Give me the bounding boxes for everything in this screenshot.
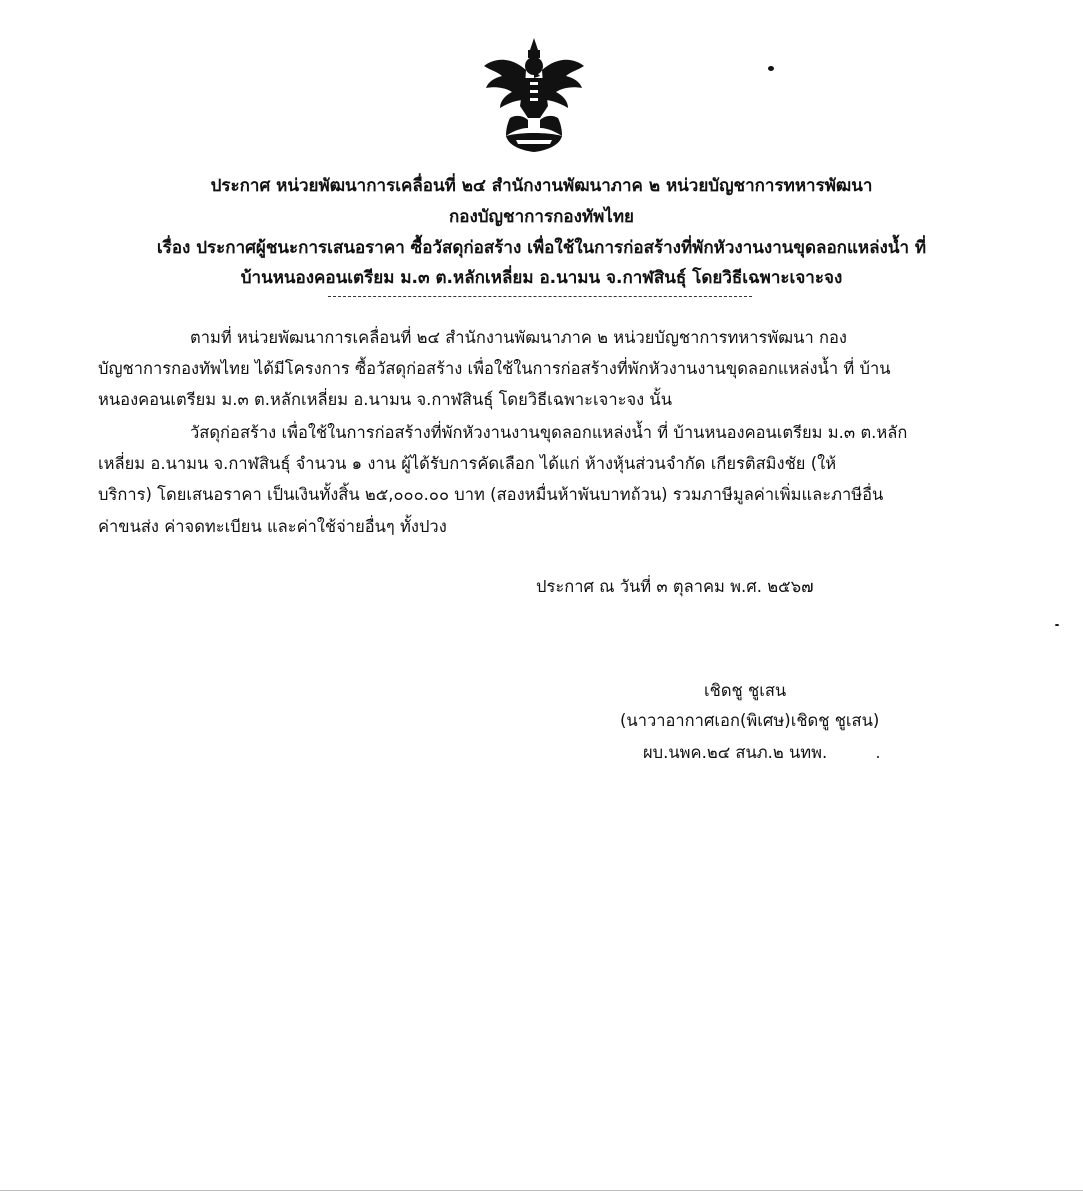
title-line-1: ประกาศ หน่วยพัฒนาการเคลื่อนที่ ๒๔ สำนักงานพัฒนาภาค ๒ หน่วยบัญชาการทหารพัฒนา — [210, 176, 873, 196]
signature-name: เชิดชู ชูเสน — [704, 681, 787, 700]
paragraph-2-line-4: ค่าขนส่ง ค่าจดทะเบียน และค่าใช้จ่ายอื่นๆ ทั้งปวง — [98, 517, 447, 536]
announcement-date: ประกาศ ณ วันที่ ๓ ตุลาคม พ.ศ. ๒๕๖๗ — [536, 577, 814, 596]
scan-speck — [1055, 624, 1059, 626]
dashed-divider — [328, 296, 752, 297]
paragraph-1-line-3: หนองคอนเตรียม ม.๓ ต.หลักเหลี่ยม อ.นามน จ.กาฬสินธุ์ โดยวิธีเฉพาะเจาะจง นั้น — [98, 390, 672, 409]
paragraph-2-line-3: บริการ) โดยเสนอราคา เป็นเงินทั้งสิ้น ๒๕,๐๐๐.๐๐ บาท (สองหมื่นห้าพันบาทถ้วน) รวมภาษีมูลค่าเพิ่มและภาษีอื่น — [98, 485, 884, 504]
scan-speck — [768, 66, 774, 71]
garuda-emblem-icon — [480, 36, 588, 156]
scan-speck — [877, 756, 879, 758]
subject-line-1: เรื่อง ประกาศผู้ชนะการเสนอราคา ซื้อวัสดุก่อสร้าง เพื่อใช้ในการก่อสร้างที่พักหัวงานงานขุดลอกแหล่งน้ำ ที่ — [156, 238, 927, 258]
signatory-position: ผบ.นพค.๒๔ สนภ.๒ นทพ. — [643, 743, 828, 762]
signatory-full-name: (นาวาอากาศเอก(พิเศษ)เชิดชู ชูเสน) — [620, 711, 880, 730]
paragraph-1-line-2: บัญชาการกองทัพไทย ได้มีโครงการ ซื้อวัสดุก่อสร้าง เพื่อใช้ในการก่อสร้างที่พักหัวงานงานขุดลอกแหล่งน้ำ ที่ บ้าน — [98, 359, 891, 378]
subject-line-2: บ้านหนองคอนเตรียม ม.๓ ต.หลักเหลี่ยม อ.นามน จ.กาฬสินธุ์ โดยวิธีเฉพาะเจาะจง — [240, 268, 843, 288]
scan-edge-line — [0, 1190, 1083, 1191]
title-line-2: กองบัญชาการกองทัพไทย — [448, 207, 635, 227]
paragraph-2-line-1: วัสดุก่อสร้าง เพื่อใช้ในการก่อสร้างที่พักหัวงานงานขุดลอกแหล่งน้ำ ที่ บ้านหนองคอนเตรียม ม.๓ ต.หลัก — [190, 423, 908, 442]
paragraph-1-line-1: ตามที่ หน่วยพัฒนาการเคลื่อนที่ ๒๔ สำนักงานพัฒนาภาค ๒ หน่วยบัญชาการทหารพัฒนา กอง — [190, 328, 847, 347]
paragraph-2-line-2: เหลี่ยม อ.นามน จ.กาฬสินธุ์ จำนวน ๑ งาน ผู้ได้รับการคัดเลือก ได้แก่ ห้างหุ้นส่วนจำกัด เกียรติสมิงชัย (ให้ — [98, 454, 837, 473]
